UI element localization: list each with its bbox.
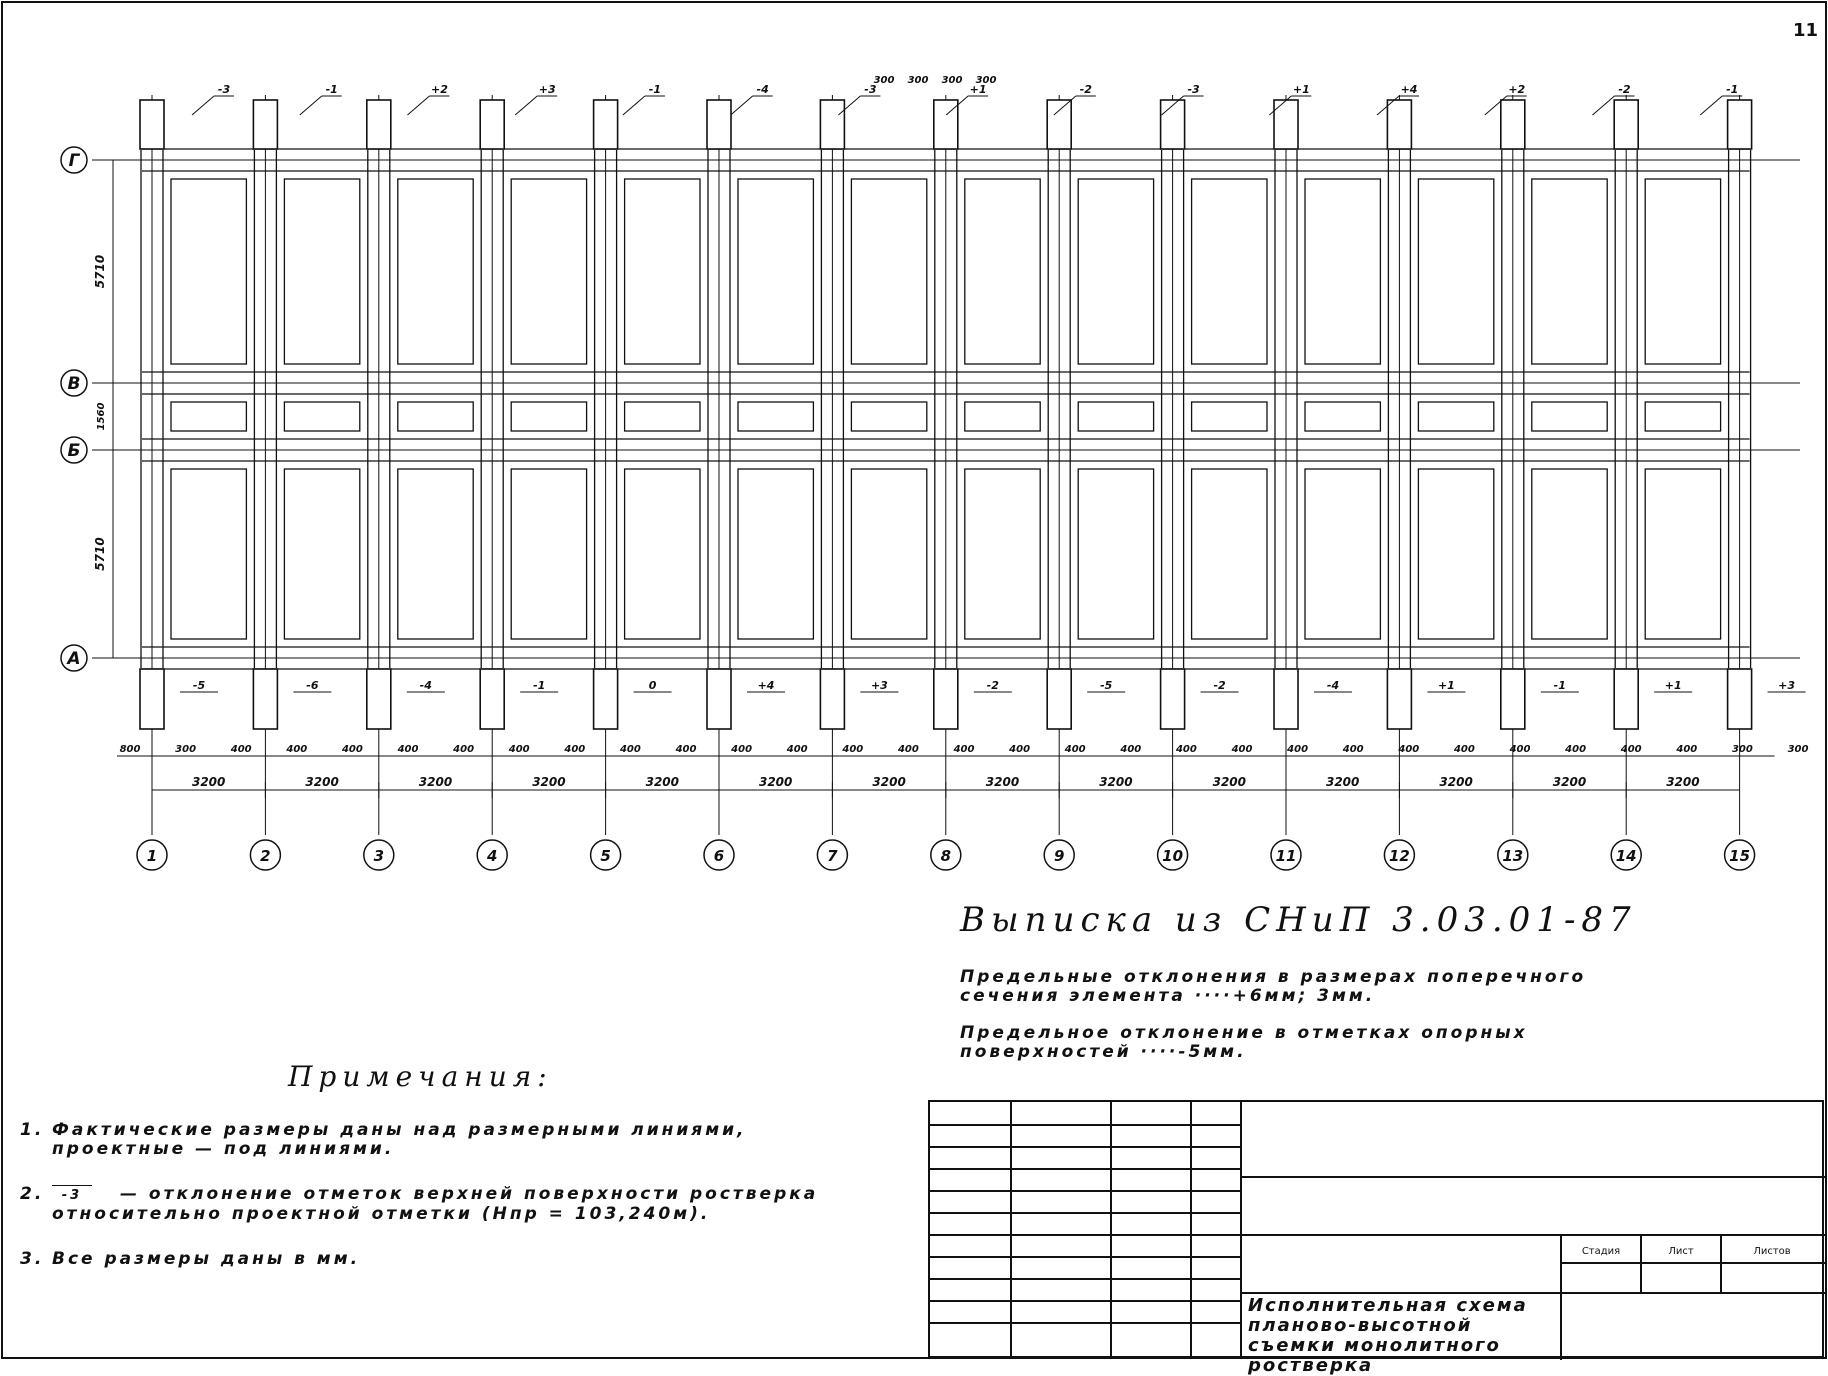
note-item: [20, 1185, 880, 1224]
title-block: [928, 1100, 1824, 1376]
pile-stub-top: [140, 100, 164, 149]
cell-outline: [1192, 469, 1267, 639]
deviation-label-bottom: +1: [1664, 679, 1682, 692]
stamp-row: [930, 1124, 1240, 1126]
row-axis-label: Г: [68, 151, 80, 171]
stamp-divider: [1190, 1102, 1192, 1356]
cell-outline: [171, 469, 246, 639]
deviation-label-top: +1: [1292, 83, 1310, 96]
col-axis-label: 5: [600, 847, 611, 865]
col-axis-label: 13: [1502, 847, 1524, 865]
pile-stub-top: [1501, 100, 1525, 149]
col-axis-label: 14: [1615, 847, 1637, 865]
pile-stub-bottom: [1501, 669, 1525, 729]
cell-outline: [511, 179, 586, 364]
deviation-leader: [1592, 96, 1614, 115]
actual-dimension-label: 400: [786, 744, 808, 755]
col-axis-label: 8: [940, 847, 952, 865]
deviation-leader: [515, 96, 537, 115]
actual-dimension-label: 400: [619, 744, 641, 755]
stamp-divider: [1640, 1234, 1642, 1292]
stamp-row: [1240, 1234, 1826, 1236]
stamp-row: [930, 1190, 1240, 1192]
col-axis-label: 4: [486, 847, 498, 865]
note-number: 3.: [20, 1249, 45, 1269]
notes-title: Примечания:: [288, 1060, 553, 1093]
deviation-label-top: -2: [1618, 83, 1631, 96]
row-axis-label: В: [67, 374, 81, 394]
pile-stub-bottom: [934, 669, 958, 729]
stamp-row: [930, 1212, 1240, 1214]
actual-dimension-label: 300: [175, 744, 197, 755]
pile-stub-top: [1728, 100, 1752, 149]
actual-dimension-label: 400: [675, 744, 697, 755]
col-axis-label: 11: [1275, 847, 1297, 865]
col-axis-label: 2: [260, 847, 271, 865]
pile-stub-top: [480, 100, 504, 149]
deviation-leader: [623, 96, 645, 115]
col-spacing-label: 3200: [1666, 775, 1700, 789]
cell-outline: [1305, 469, 1380, 639]
actual-dimension-label: 400: [1509, 744, 1531, 755]
cell-outline: [738, 469, 813, 639]
col-spacing-label: 3200: [532, 775, 566, 789]
actual-dimension-label: 300: [1787, 744, 1809, 755]
note-text: Фактические размеры даны над размерными линиями, проектные — под линиями.: [52, 1120, 747, 1159]
deviation-label-top: -4: [756, 83, 769, 96]
stamp-row: [930, 1300, 1240, 1302]
cell-outline: [398, 179, 473, 364]
actual-dimension-label: 400: [1009, 744, 1031, 755]
deviation-label-bottom: +1: [1437, 679, 1455, 692]
deviation-label-bottom: -4: [1326, 679, 1340, 692]
top-dimension-label: 300: [941, 75, 963, 86]
col-axis-label: 15: [1729, 847, 1751, 865]
note-number: 2.: [20, 1184, 45, 1204]
col-spacing-label: 3200: [985, 775, 1020, 789]
note-text: — отклонение отметок верхней поверхности ростверка относительно проектной отметки (Нпр = 103,240м).: [52, 1184, 819, 1224]
actual-dimension-label: 400: [1231, 744, 1253, 755]
extract-line-1: Предельные отклонения в размерах поперечного сечения элемента ····+6мм; 3мм.: [960, 967, 1587, 1006]
stamp-row: [930, 1146, 1240, 1148]
deviation-label-bottom: +4: [757, 679, 775, 692]
stamp-row: [1240, 1176, 1826, 1178]
pile-stub-top: [820, 100, 844, 149]
stamp-divider: [1720, 1234, 1722, 1292]
deviation-label-top: +2: [431, 83, 448, 96]
sheet-number: 11: [1792, 20, 1818, 41]
col-spacing-label: 3200: [1439, 775, 1473, 789]
snip-extract: [960, 900, 1660, 1080]
actual-dimension-label: 400: [1287, 744, 1309, 755]
actual-dimension-label: 400: [1620, 744, 1642, 755]
pile-stub-bottom: [480, 669, 504, 729]
actual-dimension-label: 400: [731, 744, 753, 755]
deviation-label-bottom: 0: [648, 679, 657, 692]
row-spacing-label: 5710: [93, 254, 107, 289]
pile-stub-bottom: [367, 669, 391, 729]
stamp-row: [930, 1256, 1240, 1258]
pile-stub-bottom: [594, 669, 618, 729]
stamp-row: [1560, 1262, 1826, 1264]
stamp-row: [930, 1168, 1240, 1170]
extract-line-2: Предельное отклонение в отметках опорных поверхностей ····-5мм.: [960, 1023, 1528, 1062]
cell-outline: [1645, 179, 1720, 364]
col-axis-label: 7: [827, 847, 838, 865]
actual-dimension-label: 400: [453, 744, 475, 755]
deviation-label-bottom: -5: [192, 679, 206, 692]
pile-stub-top: [1387, 100, 1411, 149]
deviation-leader: [731, 96, 753, 115]
actual-dimension-label: 400: [1453, 744, 1475, 755]
cell-outline: [851, 179, 926, 364]
deviation-label-top: -3: [1187, 83, 1200, 96]
pile-stub-bottom: [140, 669, 164, 729]
cell-outline: [1078, 179, 1153, 364]
deviation-label-bottom: -1: [533, 679, 546, 692]
deviation-label-bottom: +3: [870, 679, 888, 692]
deviation-label-top: -3: [217, 83, 231, 96]
deviation-label-top: +3: [538, 83, 556, 96]
cell-outline: [1192, 179, 1267, 364]
actual-dimension-label: 800: [119, 744, 141, 755]
top-dimension-label: 300: [873, 75, 895, 86]
col-spacing-label: 3200: [1212, 775, 1247, 789]
cell-outline: [1418, 402, 1493, 431]
pile-stub-bottom: [253, 669, 277, 729]
actual-dimension-label: 400: [1342, 744, 1364, 755]
stamp-divider: [1010, 1102, 1012, 1356]
cell-outline: [1645, 402, 1720, 431]
actual-dimension-label: 400: [508, 744, 530, 755]
cell-outline: [1532, 469, 1607, 639]
cell-outline: [1305, 402, 1380, 431]
actual-dimension-label: 400: [897, 744, 919, 755]
cell-outline: [511, 469, 586, 639]
actual-dimension-label: 400: [1565, 744, 1587, 755]
notes-block: [20, 1060, 880, 1295]
cell-outline: [284, 179, 359, 364]
cell-outline: [965, 402, 1040, 431]
col-spacing-label: 3200: [191, 775, 226, 789]
deviation-leader: [407, 96, 429, 115]
pile-stub-bottom: [1387, 669, 1411, 729]
drawing-title: Исполнительная схема планово-высотной съемки монолитного ростверка: [1248, 1295, 1528, 1376]
note-body: [52, 1185, 880, 1224]
cell-outline: [1078, 469, 1153, 639]
col-spacing-label: 3200: [305, 775, 339, 789]
cell-outline: [965, 179, 1040, 364]
deviation-label-bottom: -2: [986, 679, 999, 692]
note-text: Все размеры даны в мм.: [52, 1249, 361, 1269]
cell-outline: [1192, 402, 1267, 431]
col-axis-label: 9: [1053, 847, 1065, 865]
deviation-label-bottom: -1: [1553, 679, 1566, 692]
col-spacing-label: 3200: [1552, 775, 1587, 789]
row-axis-label: Б: [67, 441, 81, 461]
pile-stub-bottom: [1047, 669, 1071, 729]
note-item: [20, 1121, 880, 1159]
deviation-label-bottom: -6: [306, 679, 319, 692]
stamp-row: [930, 1278, 1240, 1280]
stamp-divider: [1110, 1102, 1112, 1356]
cell-outline: [1645, 469, 1720, 639]
cell-outline: [398, 469, 473, 639]
col-spacing-label: 3200: [645, 775, 680, 789]
pile-stub-bottom: [1728, 669, 1752, 729]
actual-dimension-label: 400: [341, 744, 363, 755]
actual-dimension-label: 400: [953, 744, 975, 755]
deviation-label-top: -1: [648, 83, 662, 96]
pile-stub-bottom: [1274, 669, 1298, 729]
pile-stub-bottom: [1614, 669, 1638, 729]
extract-title: Выписка из СНиП 3.03.01-87: [960, 900, 1637, 940]
cell-outline: [1078, 402, 1153, 431]
actual-dimension-label: 400: [1120, 744, 1142, 755]
actual-dimension-label: 400: [1175, 744, 1197, 755]
cell-outline: [171, 402, 246, 431]
col-axis-label: 12: [1388, 847, 1410, 865]
actual-dimension-label: 400: [564, 744, 586, 755]
cell-outline: [1418, 469, 1493, 639]
cell-outline: [965, 469, 1040, 639]
deviation-label-top: -1: [1726, 83, 1739, 96]
pile-stub-top: [707, 100, 731, 149]
cell-outline: [851, 469, 926, 639]
deviation-leader: [1700, 96, 1722, 115]
deviation-label-top: +4: [1400, 83, 1418, 96]
row-axis-label: А: [67, 649, 81, 669]
col-spacing-label: 3200: [758, 775, 793, 789]
row-spacing-label: 5710: [93, 537, 107, 571]
stamp-row: [930, 1234, 1240, 1236]
pile-stub-top: [1047, 100, 1071, 149]
col-spacing-label: 3200: [1325, 775, 1360, 789]
deviation-label-bottom: +3: [1778, 679, 1796, 692]
actual-dimension-label: 400: [842, 744, 864, 755]
cell-outline: [625, 179, 700, 364]
note-item: [20, 1250, 880, 1269]
pile-stub-top: [1161, 100, 1185, 149]
cell-outline: [511, 402, 586, 431]
pile-stub-top: [253, 100, 277, 149]
deviation-label-bottom: -2: [1213, 679, 1226, 692]
actual-dimension-label: 400: [286, 744, 308, 755]
sheets-label: Листов: [1753, 1246, 1791, 1257]
cell-outline: [284, 402, 359, 431]
stamp-row: [930, 1322, 1240, 1324]
pile-stub-bottom: [1161, 669, 1185, 729]
pile-stub-bottom: [707, 669, 731, 729]
cell-outline: [1305, 179, 1380, 364]
actual-dimension-label: 400: [1676, 744, 1698, 755]
col-spacing-label: 3200: [872, 775, 906, 789]
pile-stub-top: [367, 100, 391, 149]
col-spacing-label: 3200: [418, 775, 453, 789]
actual-dimension-label: 400: [1398, 744, 1420, 755]
cell-outline: [625, 402, 700, 431]
pile-stub-top: [1614, 100, 1638, 149]
stage-label: Стадия: [1581, 1246, 1621, 1257]
actual-dimension-label: 400: [230, 744, 252, 755]
col-spacing-label: 3200: [1099, 775, 1133, 789]
col-axis-label: 1: [146, 847, 158, 865]
deviation-label-top: -3: [864, 83, 877, 96]
actual-dimension-label: 400: [1064, 744, 1086, 755]
cell-outline: [1532, 179, 1607, 364]
deviation-leader: [300, 96, 322, 115]
actual-dimension-label: 300: [1731, 744, 1753, 755]
col-axis-label: 10: [1162, 847, 1184, 865]
pile-stub-top: [594, 100, 618, 149]
col-axis-label: 3: [373, 847, 385, 865]
cell-outline: [1532, 402, 1607, 431]
top-dimension-label: 300: [907, 75, 929, 86]
deviation-label-top: -1: [325, 83, 338, 96]
col-axis-label: 6: [713, 847, 725, 865]
cell-outline: [738, 402, 813, 431]
cell-outline: [284, 469, 359, 639]
deviation-leader: [192, 96, 214, 115]
cell-outline: [398, 402, 473, 431]
note-number: 1.: [20, 1120, 45, 1140]
cell-outline: [851, 402, 926, 431]
pile-stub-top: [934, 100, 958, 149]
deviation-label-bottom: -5: [1100, 679, 1113, 692]
deviation-label-top: +2: [1508, 83, 1526, 96]
cell-outline: [625, 469, 700, 639]
deviation-label-top: +1: [969, 83, 987, 96]
deviation-label-top: -2: [1079, 83, 1092, 96]
actual-dimension-label: 400: [397, 744, 419, 755]
cell-outline: [171, 179, 246, 364]
cell-outline: [1418, 179, 1493, 364]
row-spacing-label: 1560: [96, 402, 107, 431]
cell-outline: [738, 179, 813, 364]
deviation-mark: -3: [52, 1185, 92, 1205]
deviation-label-bottom: -4: [419, 679, 432, 692]
top-dimension-label: 300: [975, 75, 997, 86]
pile-stub-bottom: [820, 669, 844, 729]
sheet-label: Лист: [1668, 1246, 1694, 1257]
